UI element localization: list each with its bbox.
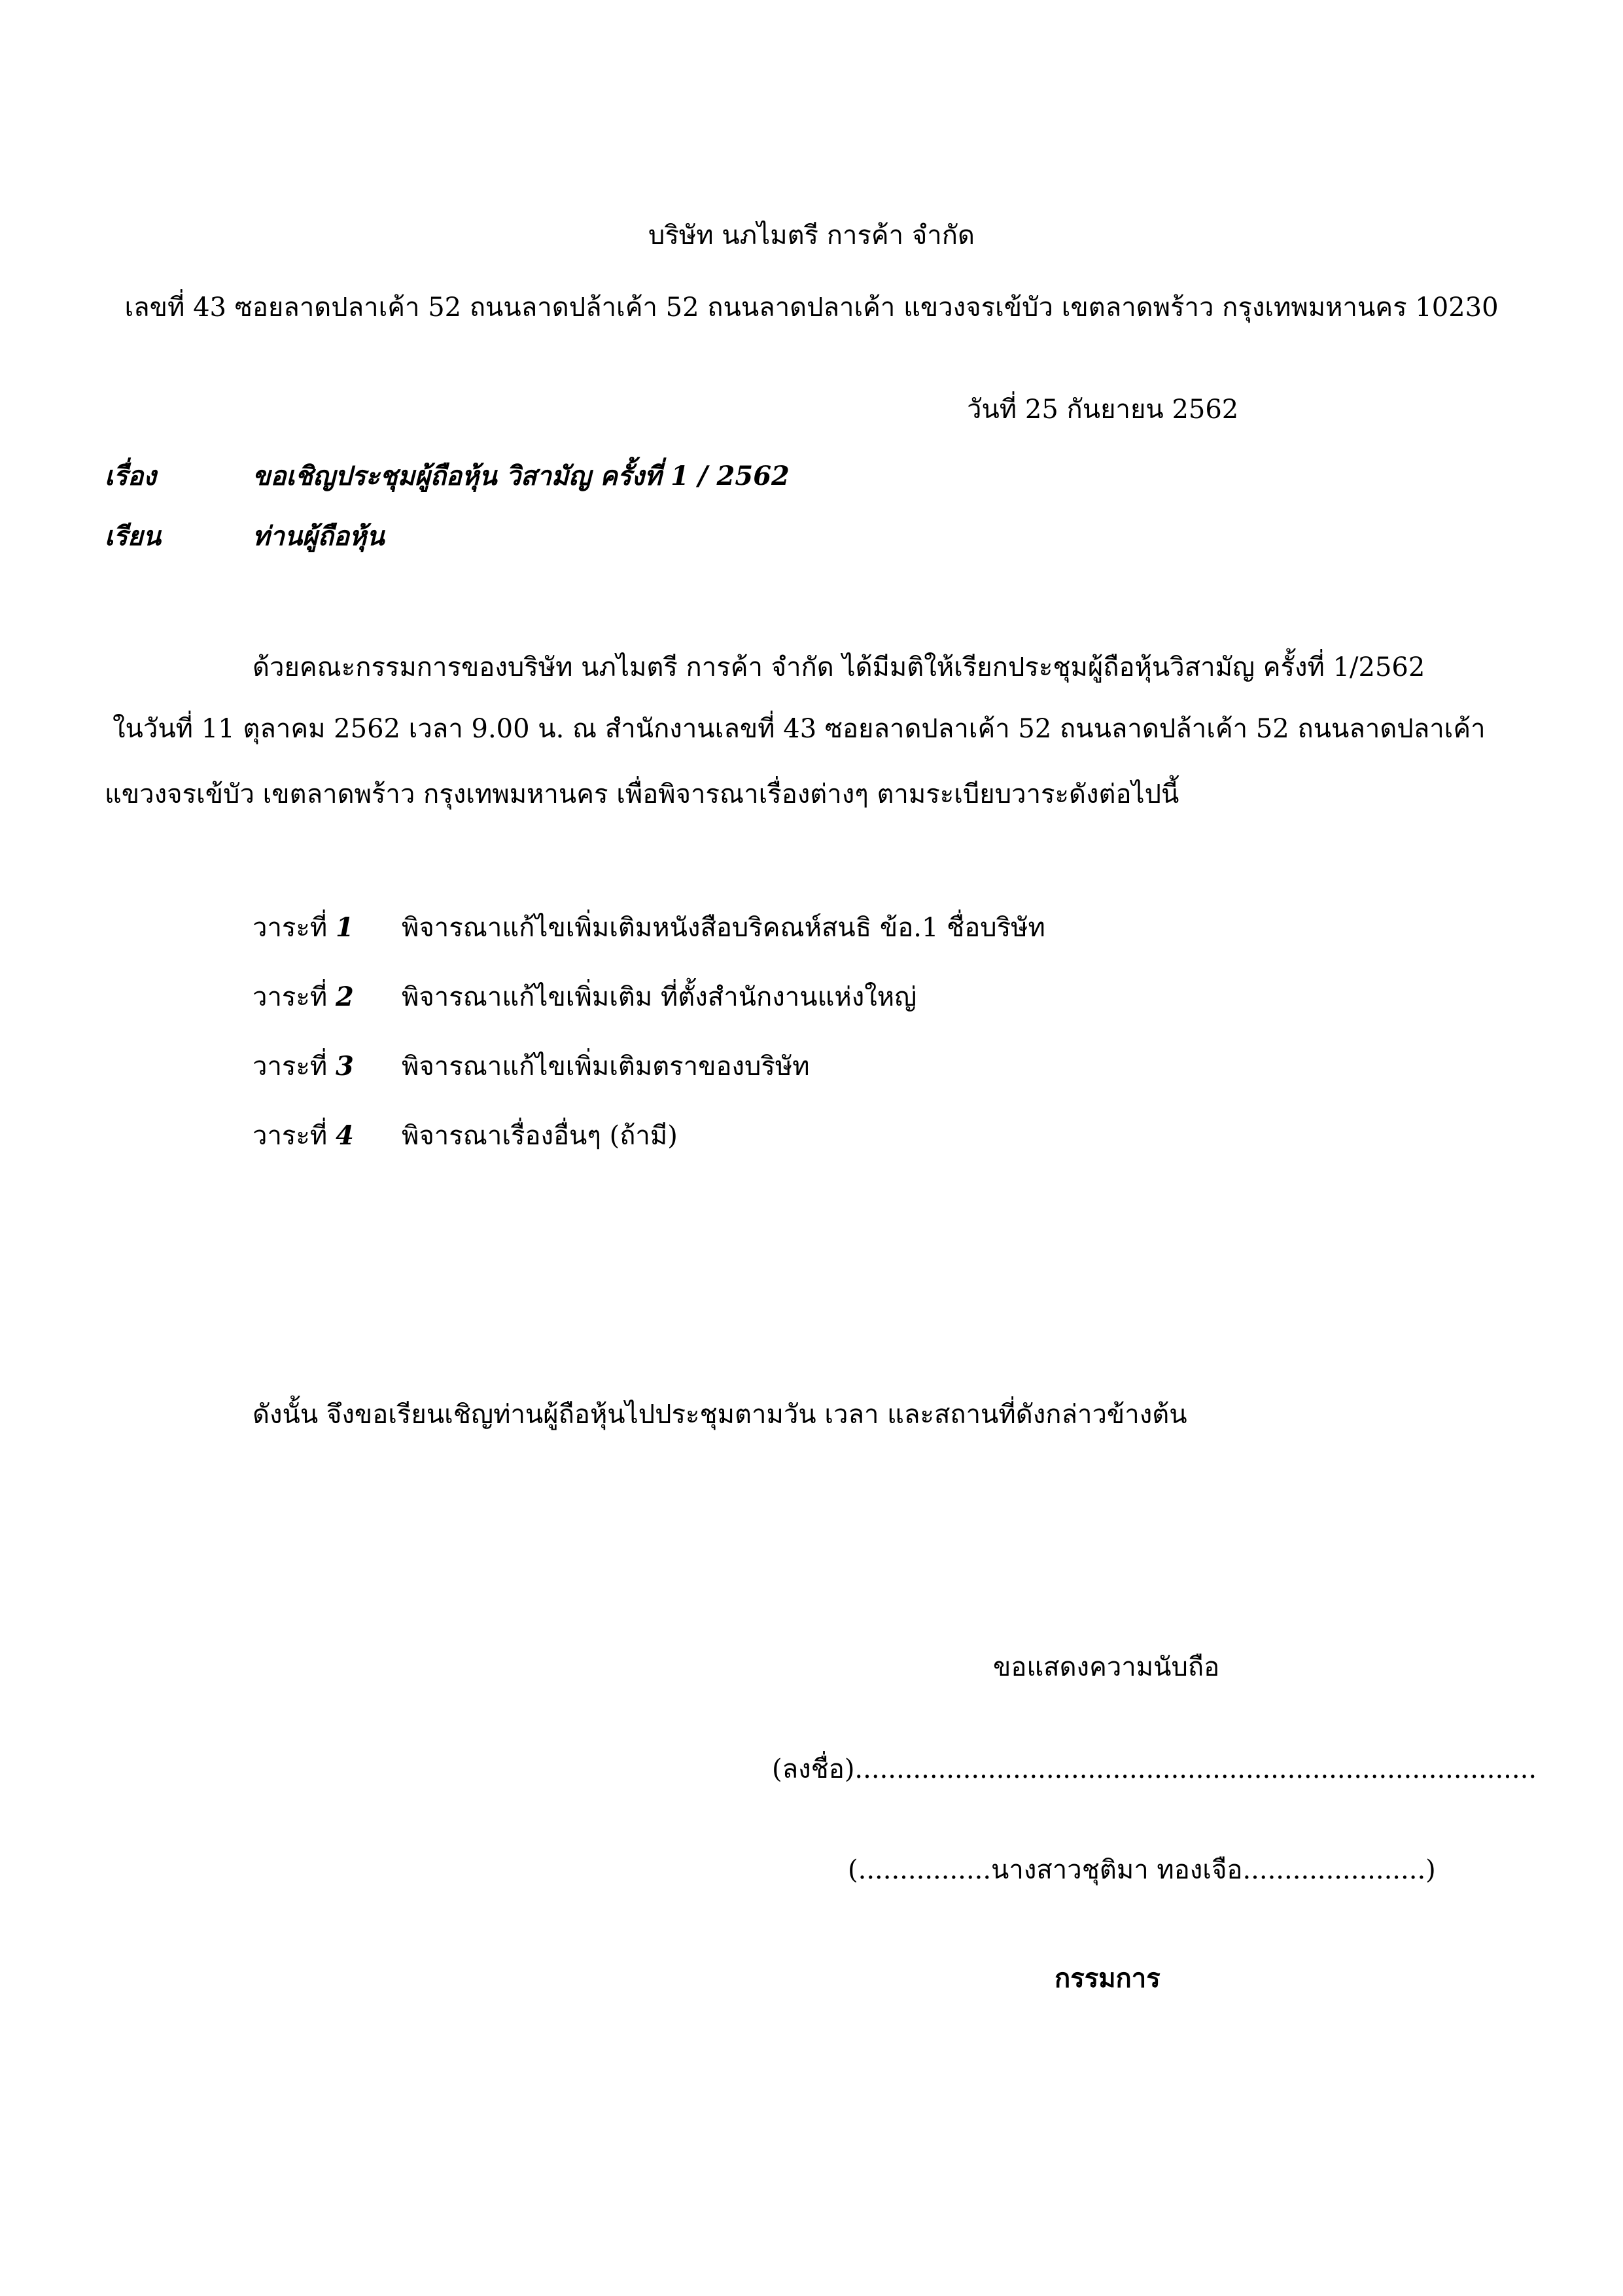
subject-text: ขอเชิญประชุมผู้ถือหุ้น วิสามัญ ครั้งที่ 1 / 2562 xyxy=(253,461,790,491)
company-name: บริษัท นภไมตรี การค้า จำกัด xyxy=(648,221,975,251)
regards: ขอแสดงความนับถือ xyxy=(993,1652,1220,1682)
body-line-3: แขวงจรเข้บัว เขตลาดพร้าว กรุงเทพมหานคร เพื่อพิจารณาเรื่องต่างๆ ตามระเบียบวาระดังต่อไปนี้ xyxy=(105,779,1179,809)
agenda-text: พิจารณาเรื่องอื่นๆ (ถ้ามี) xyxy=(402,1121,678,1151)
agenda-item xyxy=(253,981,354,1013)
agenda-item xyxy=(253,1051,354,1082)
signature-line: (ลงชื่อ).................................................................................. xyxy=(772,1754,1537,1784)
agenda-prefix: วาระที่ xyxy=(253,982,336,1012)
agenda-number: 2 xyxy=(335,981,354,1012)
agenda-prefix: วาระที่ xyxy=(253,913,336,943)
agenda-item xyxy=(253,1120,354,1152)
agenda-item xyxy=(253,912,354,944)
recipient-text: ท่านผู้ถือหุ้น xyxy=(253,521,385,552)
agenda-number: 4 xyxy=(335,1120,354,1151)
company-address: เลขที่ 43 ซอยลาดปลาเค้า 52 ถนนลาดปล้าเค้า 52 ถนนลาดปลาเค้า แขวงจรเข้บัว เขตลาดพร้าว กรุงเทพมหานคร 10230 xyxy=(124,292,1499,323)
subject-label: เรื่อง xyxy=(105,461,156,491)
agenda-text: พิจารณาแก้ไขเพิ่มเติมหนังสือบริคณห์สนธิ ข้อ.1 ชื่อบริษัท xyxy=(402,913,1045,943)
body-line-2: ในวันที่ 11 ตุลาคม 2562 เวลา 9.00 น. ณ สำนักงานเลขที่ 43 ซอยลาดปลาเค้า 52 ถนนลาดปล้าเค้า 52 ถนนลาดปลาเค้า xyxy=(113,714,1486,744)
agenda-number: 1 xyxy=(335,912,354,943)
letter-date: วันที่ 25 กันยายน 2562 xyxy=(967,395,1239,425)
body-line-1: ด้วยคณะกรรมการของบริษัท นภไมตรี การค้า จำกัด ได้มีมติให้เรียกประชุมผู้ถือหุ้นวิสามัญ ครั้งที่ 1/2562 xyxy=(253,652,1425,682)
signatory-position: กรรมการ xyxy=(1055,1963,1161,1994)
signatory-name: (................นางสาวชุติมา ทองเจือ......................) xyxy=(848,1855,1436,1885)
agenda-prefix: วาระที่ xyxy=(253,1051,336,1082)
agenda-text: พิจารณาแก้ไขเพิ่มเติม ที่ตั้งสำนักงานแห่งใหญ่ xyxy=(402,982,917,1012)
agenda-text: พิจารณาแก้ไขเพิ่มเติมตราของบริษัท xyxy=(402,1051,810,1082)
recipient-label: เรียน xyxy=(105,521,161,552)
agenda-number: 3 xyxy=(335,1051,354,1082)
agenda-prefix: วาระที่ xyxy=(253,1121,336,1151)
closing-statement: ดังนั้น จึงขอเรียนเชิญท่านผู้ถือหุ้นไปประชุมตามวัน เวลา และสถานที่ดังกล่าวข้างต้น xyxy=(253,1400,1187,1430)
